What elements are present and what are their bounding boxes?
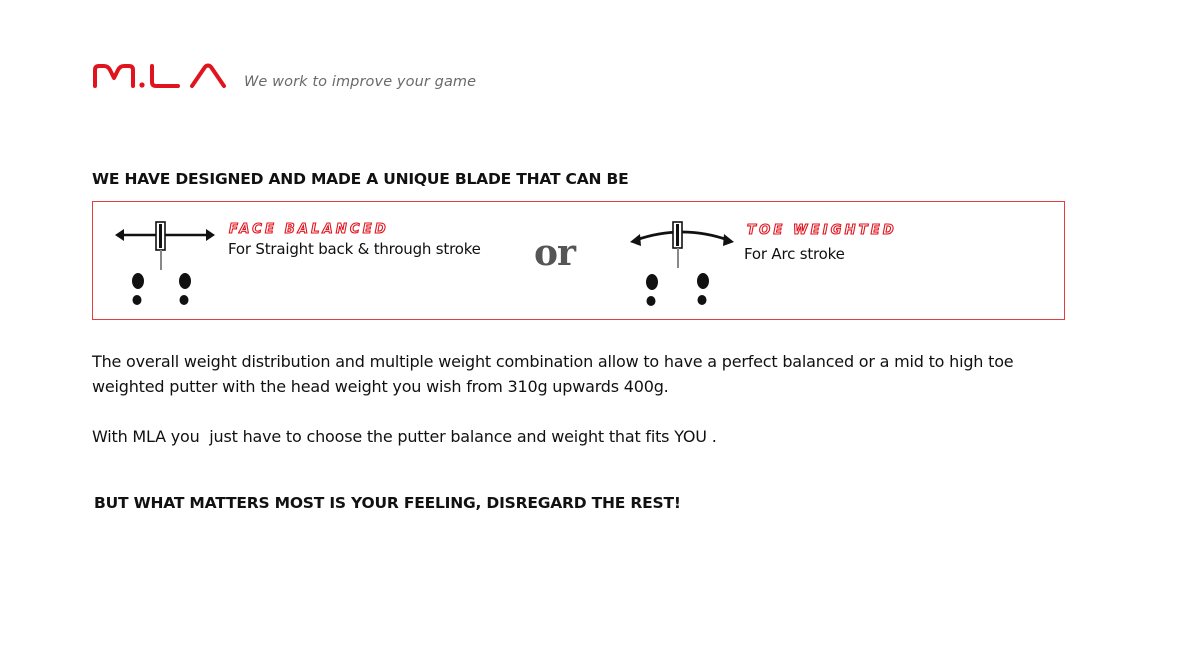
choose-balance-paragraph: With MLA you just have to choose the putter balance and weight that fits YOU . [92,427,717,446]
tagline: We work to improve your game [244,74,477,90]
option-title: TOE WEIGHTED [747,223,897,238]
option-title: FACE BALANCED [229,222,389,237]
closing-statement: BUT WHAT MATTERS MOST IS YOUR FEELING, DISREGARD THE REST! [94,494,681,512]
option-description: For Arc stroke [744,245,845,263]
option-description: For Straight back & through stroke [228,240,481,258]
mla-logo [92,62,236,90]
section-heading: WE HAVE DESIGNED AND MADE A UNIQUE BLADE THAT CAN BE [92,170,629,188]
straight-stroke-diagram-icon [113,218,217,312]
blade-options-panel [92,201,1065,320]
weight-distribution-paragraph: The overall weight distribution and multiple weight combination allow to have a perfect balanced or a mid to high toe weighted putter with the head weight you wish from 310g upwards 400g. [92,352,1014,396]
or-separator: or [534,232,575,274]
arc-stroke-diagram-icon [628,218,736,312]
